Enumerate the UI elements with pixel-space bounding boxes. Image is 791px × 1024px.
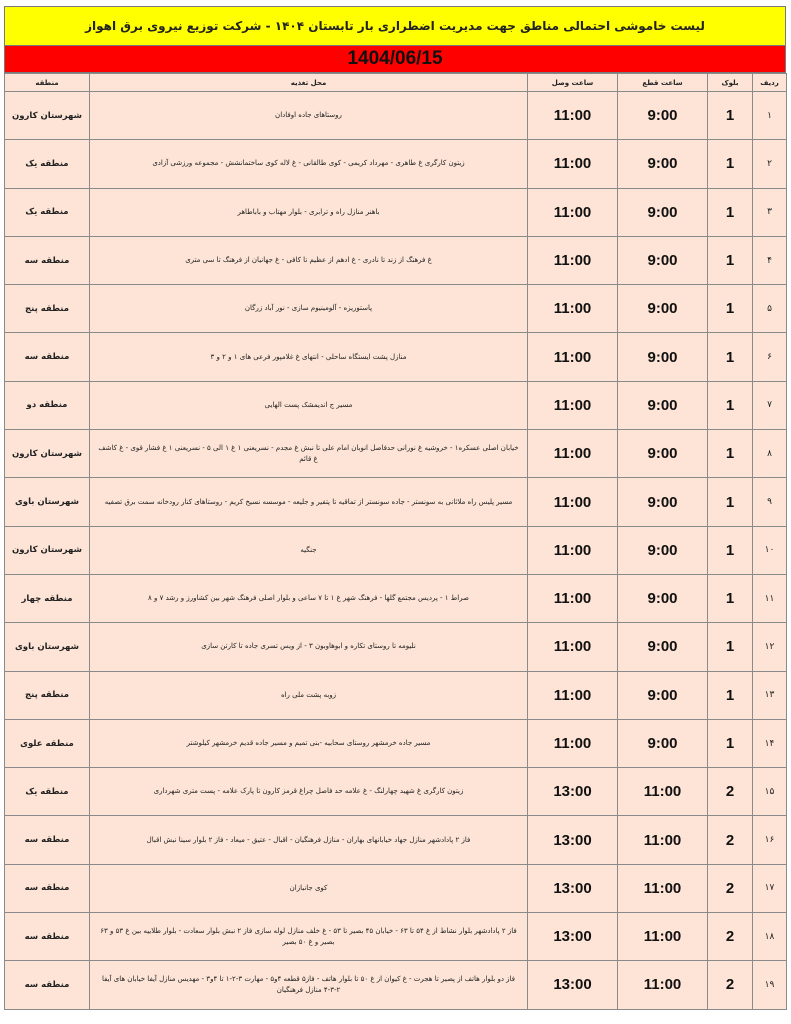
block-cell: 1 xyxy=(708,236,753,284)
table-row xyxy=(5,913,787,961)
connect-time-cell: 13:00 xyxy=(528,816,618,864)
connect-time-cell: 13:00 xyxy=(528,768,618,816)
table-row xyxy=(5,478,787,526)
connect-time-cell: 11:00 xyxy=(528,430,618,478)
location-cell: فاز ۲ پادادشهر منازل جهاد خیابانهای بهاران - منازل فرهنگیان - اقبال - عتیق - میعاد - فاز ۲ بلوار سینا نبش اقبال xyxy=(90,816,528,864)
connect-time-cell: 11:00 xyxy=(528,333,618,381)
location-cell: غ فرهنگ از زند تا نادری - غ ادهم از عظیم تا کافی - غ جهانیان از فرهنگ تا سی متری xyxy=(90,236,528,284)
table-row xyxy=(5,864,787,912)
region-cell: شهرستان باوی xyxy=(5,623,90,671)
connect-time-cell: 11:00 xyxy=(528,236,618,284)
region-cell: شهرستان کارون xyxy=(5,430,90,478)
table-row xyxy=(5,961,787,1009)
location-cell: نلیومه تا روستای تکاره و ابوهاوبون ۳ - از ویس تسری جاده تا کارتن سازی xyxy=(90,623,528,671)
location-cell: زیتون کارگری غ طاهری - مهرداد کریمی - کوی طالقانی - غ لاله کوی ساختمانشش - مجموعه ورزشی آزادی xyxy=(90,140,528,188)
connect-time-cell: 11:00 xyxy=(528,478,618,526)
block-cell: 2 xyxy=(708,913,753,961)
connect-time-cell: 13:00 xyxy=(528,864,618,912)
cut-time-cell: 11:00 xyxy=(618,768,708,816)
table-row xyxy=(5,236,787,284)
cut-time-cell: 9:00 xyxy=(618,430,708,478)
cut-time-cell: 9:00 xyxy=(618,285,708,333)
connect-time-cell: 13:00 xyxy=(528,913,618,961)
region-cell: منطقه یک xyxy=(5,140,90,188)
location-cell: فاز دو بلوار هاتف از پصیر تا هجرت - غ کیوان از غ ۵۰ تا بلوار هاتف - فاز۵ قطعه ۴و۵ - مهارت ۳-۲-۱ تا ۴و۳ - مهدیس منازل آیفا خیابان های آیفا ۲-۳-۴ منازل فرهنگیان xyxy=(90,961,528,1009)
region-cell: منطقه پنج xyxy=(5,671,90,719)
cut-time-cell: 11:00 xyxy=(618,864,708,912)
column-header-region: منطقه xyxy=(5,74,90,92)
block-cell: 1 xyxy=(708,526,753,574)
location-cell: مسیر جاده خرمشهر روستای سحابیه -بنی تمیم و مسیر جاده قدیم خرمشهر کیلوشتر xyxy=(90,719,528,767)
region-cell: شهرستان کارون xyxy=(5,92,90,140)
row-number-cell: ۱۹ xyxy=(753,961,787,1009)
cut-time-cell: 9:00 xyxy=(618,574,708,622)
cut-time-cell: 11:00 xyxy=(618,816,708,864)
connect-time-cell: 11:00 xyxy=(528,92,618,140)
row-number-cell: ۲ xyxy=(753,140,787,188)
block-cell: 1 xyxy=(708,188,753,236)
row-number-cell: ۱۱ xyxy=(753,574,787,622)
row-number-cell: ۱۲ xyxy=(753,623,787,671)
connect-time-cell: 11:00 xyxy=(528,526,618,574)
table-row xyxy=(5,719,787,767)
row-number-cell: ۱۶ xyxy=(753,816,787,864)
table-header-row xyxy=(5,74,787,92)
row-number-cell: ۷ xyxy=(753,381,787,429)
schedule-sheet xyxy=(4,6,786,1010)
table-row xyxy=(5,333,787,381)
cut-time-cell: 11:00 xyxy=(618,913,708,961)
column-header-row: ردیف xyxy=(753,74,787,92)
region-cell: شهرستان کارون xyxy=(5,526,90,574)
table-row xyxy=(5,768,787,816)
table-row xyxy=(5,671,787,719)
column-header-location: محل تغذیه xyxy=(90,74,528,92)
row-number-cell: ۱۸ xyxy=(753,913,787,961)
row-number-cell: ۶ xyxy=(753,333,787,381)
cut-time-cell: 9:00 xyxy=(618,671,708,719)
region-cell: منطقه سه xyxy=(5,816,90,864)
block-cell: 2 xyxy=(708,768,753,816)
location-cell: زیتون کارگری غ شهید چهارلنگ - غ علامه حد فاصل چراغ قرمز کارون تا پارک علامه - پست متری شهرداری xyxy=(90,768,528,816)
block-cell: 1 xyxy=(708,92,753,140)
table-row xyxy=(5,92,787,140)
column-header-cut-time: ساعت قطع xyxy=(618,74,708,92)
region-cell: منطقه سه xyxy=(5,961,90,1009)
block-cell: 2 xyxy=(708,961,753,1009)
table-row xyxy=(5,574,787,622)
table-body xyxy=(5,92,787,1010)
cut-time-cell: 9:00 xyxy=(618,381,708,429)
cut-time-cell: 9:00 xyxy=(618,478,708,526)
block-cell: 1 xyxy=(708,333,753,381)
row-number-cell: ۱۰ xyxy=(753,526,787,574)
region-cell: منطقه سه xyxy=(5,913,90,961)
block-cell: 1 xyxy=(708,623,753,671)
connect-time-cell: 11:00 xyxy=(528,719,618,767)
cut-time-cell: 9:00 xyxy=(618,140,708,188)
page-title: لیست خاموشی احتمالی مناطق جهت مدیریت اضطراری بار تابستان ۱۴۰۴ - شرکت توزیع نیروی برق اهواز xyxy=(4,6,786,46)
region-cell: منطقه چهار xyxy=(5,574,90,622)
connect-time-cell: 11:00 xyxy=(528,188,618,236)
region-cell: منطقه یک xyxy=(5,188,90,236)
cut-time-cell: 9:00 xyxy=(618,333,708,381)
block-cell: 1 xyxy=(708,140,753,188)
table-row xyxy=(5,430,787,478)
connect-time-cell: 11:00 xyxy=(528,671,618,719)
block-cell: 2 xyxy=(708,816,753,864)
column-header-block: بلوک xyxy=(708,74,753,92)
location-cell: باهنر منازل راه و ترابری - بلوار مهتاب و باباطاهر xyxy=(90,188,528,236)
outage-table xyxy=(4,73,787,1010)
row-number-cell: ۸ xyxy=(753,430,787,478)
location-cell: منازل پشت ایستگاه ساحلی - انتهای غ غلامپور فرعی های ۱ و ۲ و ۳ xyxy=(90,333,528,381)
cut-time-cell: 9:00 xyxy=(618,719,708,767)
table-row xyxy=(5,816,787,864)
location-cell: جنگیه xyxy=(90,526,528,574)
region-cell: منطقه علوی xyxy=(5,719,90,767)
location-cell: کوی جانبازان xyxy=(90,864,528,912)
region-cell: منطقه پنج xyxy=(5,285,90,333)
block-cell: 1 xyxy=(708,719,753,767)
block-cell: 1 xyxy=(708,285,753,333)
cut-time-cell: 9:00 xyxy=(618,623,708,671)
connect-time-cell: 13:00 xyxy=(528,961,618,1009)
table-row xyxy=(5,140,787,188)
cut-time-cell: 9:00 xyxy=(618,236,708,284)
row-number-cell: ۳ xyxy=(753,188,787,236)
location-cell: مسیر ج اندیمشک پست الهایی xyxy=(90,381,528,429)
location-cell: صراط ۱ - پردیس مجتمع گلها - فرهنگ شهر غ ۱ تا ۷ ساعی و بلوار اصلی فرهنگ شهر بین کشاورز و رشد ۷ و ۸ xyxy=(90,574,528,622)
location-cell: فاز ۲ پادادشهر بلوار نشاط از غ ۵۴ تا ۶۳ - خیابان ۴۵ بصیر تا ۵۳ - غ خلف منازل لوله سازی فاز ۲ نبش بلوار سعادت - بلوار طلاییه بین غ ۵۳ و ۶۳ بصیر و غ ۵۰ بصیر xyxy=(90,913,528,961)
cut-time-cell: 9:00 xyxy=(618,188,708,236)
connect-time-cell: 11:00 xyxy=(528,574,618,622)
location-cell: روستاهای جاده اوفادان xyxy=(90,92,528,140)
table-row xyxy=(5,285,787,333)
column-header-connect-time: ساعت وصل xyxy=(528,74,618,92)
cut-time-cell: 11:00 xyxy=(618,961,708,1009)
region-cell: منطقه سه xyxy=(5,864,90,912)
row-number-cell: ۱۷ xyxy=(753,864,787,912)
region-cell: منطقه دو xyxy=(5,381,90,429)
connect-time-cell: 11:00 xyxy=(528,623,618,671)
block-cell: 1 xyxy=(708,671,753,719)
schedule-date: 1404/06/15 xyxy=(4,46,786,73)
row-number-cell: ۵ xyxy=(753,285,787,333)
connect-time-cell: 11:00 xyxy=(528,381,618,429)
table-row xyxy=(5,381,787,429)
block-cell: 1 xyxy=(708,574,753,622)
table-row xyxy=(5,623,787,671)
row-number-cell: ۱۳ xyxy=(753,671,787,719)
location-cell: زوبه پشت ملی راه xyxy=(90,671,528,719)
row-number-cell: ۱۴ xyxy=(753,719,787,767)
row-number-cell: ۹ xyxy=(753,478,787,526)
row-number-cell: ۱ xyxy=(753,92,787,140)
cut-time-cell: 9:00 xyxy=(618,526,708,574)
table-row xyxy=(5,188,787,236)
block-cell: 1 xyxy=(708,478,753,526)
block-cell: 1 xyxy=(708,430,753,478)
connect-time-cell: 11:00 xyxy=(528,140,618,188)
cut-time-cell: 9:00 xyxy=(618,92,708,140)
block-cell: 2 xyxy=(708,864,753,912)
region-cell: منطقه یک xyxy=(5,768,90,816)
location-cell: خیابان اصلی عسکره۱ - خروشیه غ نورانی حدفاصل انوبان امام علی تا نبش غ مجدم - نسریعنی ۱ غ ۱ الی ۵ - نسریعنی ۱ غ فشار قوی - غ کاشف غ قائم xyxy=(90,430,528,478)
connect-time-cell: 11:00 xyxy=(528,285,618,333)
region-cell: منطقه سه xyxy=(5,333,90,381)
location-cell: پاستوریزه - آلومینیوم سازی - نور آباد زرگان xyxy=(90,285,528,333)
table-row xyxy=(5,526,787,574)
row-number-cell: ۴ xyxy=(753,236,787,284)
region-cell: منطقه سه xyxy=(5,236,90,284)
location-cell: مسیر پلیس راه ملاثانی به سونستر - جاده سونستر از تماقیه تا پتفیر و جلیعه - موسسه نسیخ کریم - روستاهای کنار رودخانه سمت برق تصفیه xyxy=(90,478,528,526)
row-number-cell: ۱۵ xyxy=(753,768,787,816)
block-cell: 1 xyxy=(708,381,753,429)
region-cell: شهرستان باوی xyxy=(5,478,90,526)
